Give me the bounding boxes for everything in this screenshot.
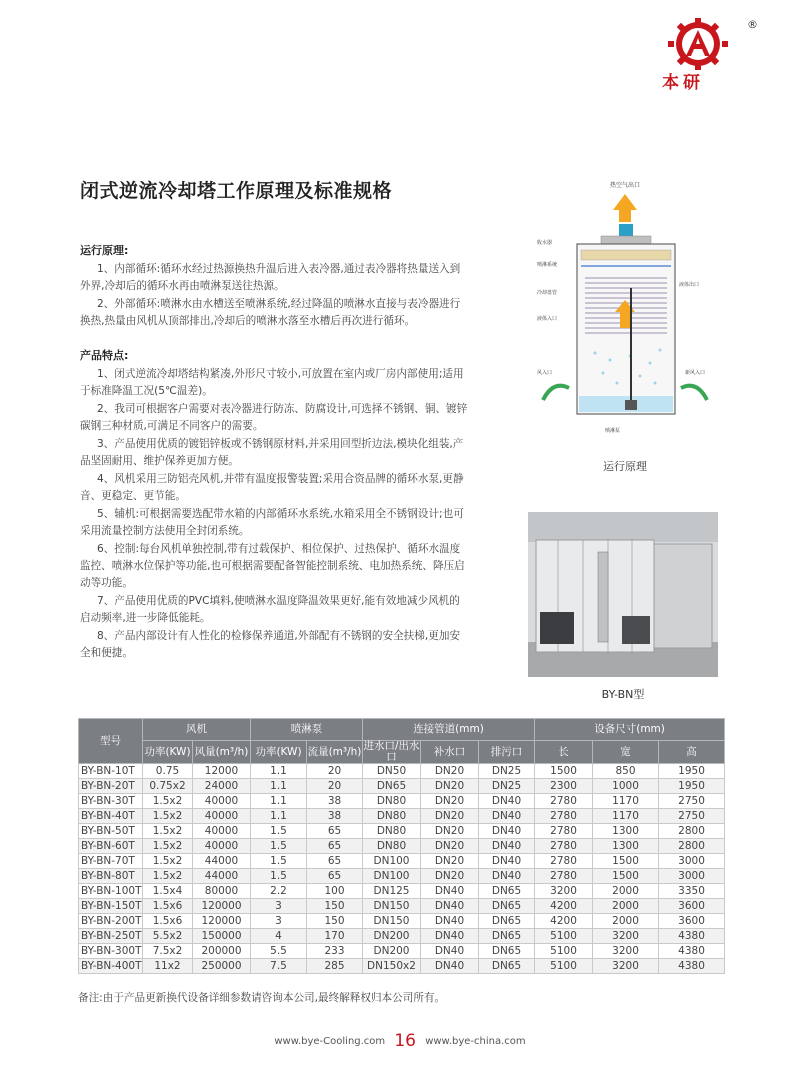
principle-paragraph: 2、外部循环:喷淋水由水槽送至喷淋系统,经过降温的喷淋水直接与表冷器进行换热,热量由风机从顶部排出,冷却后的喷淋水落至水槽后再次进行循环。 bbox=[80, 298, 461, 327]
table-cell: 3000 bbox=[659, 869, 725, 884]
table-cell: DN100 bbox=[363, 854, 421, 869]
table-cell: DN40 bbox=[421, 944, 479, 959]
feature-paragraph: 8、产品内部设计有人性化的检修保养通道,外部配有不锈钢的安全扶梯,更加安全和便捷。 bbox=[80, 630, 461, 659]
table-cell: DN40 bbox=[479, 839, 535, 854]
table-row bbox=[79, 944, 725, 959]
table-cell: 1500 bbox=[535, 764, 593, 779]
table-row bbox=[79, 824, 725, 839]
footnote: 备注:由于产品更新换代设备详细参数请咨询本公司,最终解释权归本公司所有。 bbox=[78, 992, 446, 1004]
subheader-cell: 长 bbox=[535, 741, 593, 764]
model-cell: BY-BN-200T bbox=[79, 914, 143, 929]
table-cell: 250000 bbox=[193, 959, 251, 974]
gear-logo-icon bbox=[666, 18, 730, 72]
table-cell: 3200 bbox=[593, 959, 659, 974]
table-cell: DN40 bbox=[421, 929, 479, 944]
table-cell: 5.5x2 bbox=[143, 929, 193, 944]
spray-pump-label: 喷淋泵 bbox=[605, 428, 621, 434]
model-cell: BY-BN-300T bbox=[79, 944, 143, 959]
table-cell: 3200 bbox=[593, 944, 659, 959]
table-cell: DN20 bbox=[421, 764, 479, 779]
table-cell: 1.1 bbox=[251, 794, 307, 809]
tower-casing bbox=[577, 244, 675, 414]
table-cell: 4380 bbox=[659, 959, 725, 974]
table-cell: 1.5 bbox=[251, 824, 307, 839]
table-cell: 1950 bbox=[659, 779, 725, 794]
table-cell: 2800 bbox=[659, 824, 725, 839]
table-cell: 2000 bbox=[593, 884, 659, 899]
table-cell: 2800 bbox=[659, 839, 725, 854]
table-cell: 80000 bbox=[193, 884, 251, 899]
subheader-cell: 排污口 bbox=[479, 741, 535, 764]
principle-heading: 运行原理: bbox=[80, 244, 129, 257]
table-row bbox=[79, 899, 725, 914]
subheader-cell: 进水口/出水口 bbox=[363, 740, 420, 763]
feature-paragraph: 5、辅机:可根据需要选配带水箱的内部循环水系统,水箱采用全不锈钢设计;也可采用流量控制方法使用全封闭系统。 bbox=[80, 508, 464, 537]
table-cell: DN20 bbox=[421, 839, 479, 854]
features-heading: 产品特点: bbox=[80, 349, 129, 362]
table-cell: 100 bbox=[307, 884, 363, 899]
diagram-caption: 运行原理 bbox=[603, 460, 647, 473]
table-cell: 65 bbox=[307, 839, 363, 854]
table-cell: 233 bbox=[307, 944, 363, 959]
table-row bbox=[79, 764, 725, 779]
operating-principle-section bbox=[80, 242, 470, 331]
subheader-cell: 流量(m³/h) bbox=[307, 741, 363, 764]
table-body bbox=[79, 764, 725, 974]
table-cell: 40000 bbox=[193, 824, 251, 839]
table-cell: 1.5x6 bbox=[143, 899, 193, 914]
table-cell: DN40 bbox=[479, 794, 535, 809]
table-cell: DN150x2 bbox=[363, 959, 421, 974]
table-cell: 11x2 bbox=[143, 959, 193, 974]
model-cell: BY-BN-150T bbox=[79, 899, 143, 914]
table-cell: DN40 bbox=[421, 884, 479, 899]
table-cell: DN40 bbox=[421, 959, 479, 974]
subheader-cell: 功率(KW) bbox=[251, 741, 307, 764]
table-cell: DN65 bbox=[479, 884, 535, 899]
table-cell: 1.5x6 bbox=[143, 914, 193, 929]
table-cell: 3200 bbox=[593, 929, 659, 944]
brand-name: 本研 bbox=[662, 73, 704, 93]
table-cell: 5100 bbox=[535, 944, 593, 959]
subheader-cell: 高 bbox=[659, 741, 725, 764]
table-row bbox=[79, 809, 725, 824]
table-cell: 0.75 bbox=[143, 764, 193, 779]
table-cell: 1.5x4 bbox=[143, 884, 193, 899]
table-cell: 2750 bbox=[659, 794, 725, 809]
table-cell: DN40 bbox=[421, 914, 479, 929]
table-cell: 7.5x2 bbox=[143, 944, 193, 959]
table-cell: 850 bbox=[593, 764, 659, 779]
table-cell: DN80 bbox=[363, 809, 421, 824]
table-cell: 2780 bbox=[535, 839, 593, 854]
table-cell: DN40 bbox=[479, 854, 535, 869]
table-cell: DN20 bbox=[421, 809, 479, 824]
table-cell: 1.5 bbox=[251, 854, 307, 869]
subheader-row bbox=[79, 741, 725, 764]
table-cell: DN80 bbox=[363, 824, 421, 839]
collector-label: 收水器 bbox=[537, 240, 553, 246]
model-cell: BY-BN-60T bbox=[79, 839, 143, 854]
table-cell: DN40 bbox=[479, 869, 535, 884]
model-cell: BY-BN-250T bbox=[79, 929, 143, 944]
table-cell: 4380 bbox=[659, 944, 725, 959]
table-cell: 40000 bbox=[193, 839, 251, 854]
table-cell: 3600 bbox=[659, 914, 725, 929]
table-cell: 170 bbox=[307, 929, 363, 944]
table-cell: 1170 bbox=[593, 809, 659, 824]
header-group-pipes: 连接管道(mm) bbox=[363, 719, 535, 741]
table-cell: DN20 bbox=[421, 779, 479, 794]
footer-website-left[interactable]: www.bye-Cooling.com bbox=[274, 1036, 386, 1047]
subheader-cell: 补水口 bbox=[421, 741, 479, 764]
table-cell: 1.1 bbox=[251, 809, 307, 824]
table-row bbox=[79, 854, 725, 869]
table-cell: DN20 bbox=[421, 794, 479, 809]
table-cell: 150 bbox=[307, 899, 363, 914]
principle-paragraph: 1、内部循环:循环水经过热源换热升温后进入表冷器,通过表冷器将热量送入到外界,冷却后的循环水再由喷淋泵送往热源。 bbox=[80, 263, 461, 292]
air-inlet-left-arrow-icon bbox=[543, 386, 569, 400]
table-row bbox=[79, 884, 725, 899]
table-cell: DN80 bbox=[363, 794, 421, 809]
table-cell: 4200 bbox=[535, 914, 593, 929]
table-cell: DN40 bbox=[421, 899, 479, 914]
air-inlet-right-label: 新风入口 bbox=[685, 370, 706, 376]
page-number: 16 bbox=[394, 1031, 416, 1051]
header-group-fan: 风机 bbox=[143, 719, 251, 741]
feature-paragraph: 3、产品使用优质的镀铝锌板或不锈钢原材料,并采用回型折边法,模块化组装,产品坚固耐用、维护保养更加方便。 bbox=[80, 438, 464, 467]
hot-air-outlet-label: 热空气出口 bbox=[609, 182, 641, 189]
table-cell: 200000 bbox=[193, 944, 251, 959]
table-cell: 1500 bbox=[593, 854, 659, 869]
table-cell: 120000 bbox=[193, 899, 251, 914]
table-cell: 1.5x2 bbox=[143, 824, 193, 839]
table-cell: 120000 bbox=[193, 914, 251, 929]
table-cell: DN20 bbox=[421, 824, 479, 839]
table-row bbox=[79, 914, 725, 929]
table-cell: 2780 bbox=[535, 869, 593, 884]
feature-paragraph: 1、闭式逆流冷却塔结构紧凑,外形尺寸较小,可放置在室内或厂房内部使用;适用于标准降温工况(5℃温差)。 bbox=[80, 368, 464, 397]
table-cell: 4200 bbox=[535, 899, 593, 914]
table-cell: DN65 bbox=[479, 929, 535, 944]
table-cell: 44000 bbox=[193, 854, 251, 869]
table-cell: 65 bbox=[307, 854, 363, 869]
feature-paragraph: 6、控制:每台风机单独控制,带有过载保护、相位保护、过热保护、循环水温度监控、喷淋水位保护等功能,也可根据需要配备智能控制系统、电加热系统、降压启动等功能。 bbox=[80, 543, 465, 589]
table-cell: DN40 bbox=[479, 824, 535, 839]
photo-caption: BY-BN型 bbox=[601, 688, 645, 701]
table-cell: 1.5x2 bbox=[143, 839, 193, 854]
feature-paragraph: 4、风机采用三防铝壳风机,并带有温度报警装置;采用合资品牌的循环水泵,更静音、更稳定、更节能。 bbox=[80, 473, 464, 502]
product-photo bbox=[528, 512, 718, 677]
table-cell: 0.75x2 bbox=[143, 779, 193, 794]
table-cell: 1170 bbox=[593, 794, 659, 809]
footer-website-right[interactable]: www.bye-china.com bbox=[425, 1036, 526, 1047]
table-cell: 3000 bbox=[659, 854, 725, 869]
table-row bbox=[79, 779, 725, 794]
coil-label: 冷却盘管 bbox=[537, 290, 558, 296]
air-inlet-left-label: 风入口 bbox=[537, 370, 553, 376]
table-cell: 65 bbox=[307, 824, 363, 839]
fluid-inlet-label: 液体入口 bbox=[537, 316, 558, 322]
table-cell: DN65 bbox=[479, 914, 535, 929]
table-cell: 40000 bbox=[193, 809, 251, 824]
table-cell: DN40 bbox=[479, 809, 535, 824]
drift-eliminator bbox=[581, 250, 671, 260]
feature-paragraph: 2、我司可根据客户需要对表冷器进行防冻、防腐设计,可选择不锈钢、铜、镀锌碳钢三种材质,可满足不同客户的需要。 bbox=[80, 403, 468, 432]
table-row bbox=[79, 839, 725, 854]
table-cell: 1300 bbox=[593, 824, 659, 839]
operating-principle-diagram bbox=[535, 178, 715, 448]
table-cell: 1.1 bbox=[251, 779, 307, 794]
table-cell: 65 bbox=[307, 869, 363, 884]
table-row bbox=[79, 794, 725, 809]
table-cell: 1300 bbox=[593, 839, 659, 854]
header-group-spray-pump: 喷淋泵 bbox=[251, 719, 363, 741]
table-cell: 3350 bbox=[659, 884, 725, 899]
page-footer bbox=[0, 1031, 800, 1051]
table-cell: DN200 bbox=[363, 944, 421, 959]
table-cell: 2780 bbox=[535, 824, 593, 839]
table-cell: 1.5x2 bbox=[143, 809, 193, 824]
table-cell: 150 bbox=[307, 914, 363, 929]
subheader-cell: 风量(m³/h) bbox=[193, 741, 251, 764]
table-cell: 3 bbox=[251, 899, 307, 914]
spray-pump-icon bbox=[625, 400, 637, 410]
table-cell: DN125 bbox=[363, 884, 421, 899]
table-cell: 38 bbox=[307, 809, 363, 824]
table-cell: 20 bbox=[307, 779, 363, 794]
table-cell: 1000 bbox=[593, 779, 659, 794]
feature-paragraph: 7、产品使用优质的PVC填料,使喷淋水温度降温效果更好,能有效地减少风机的启动频率,进一步降低能耗。 bbox=[80, 595, 460, 624]
table-cell: DN65 bbox=[479, 899, 535, 914]
header-model: 型号 bbox=[79, 719, 143, 764]
table-cell: 1.1 bbox=[251, 764, 307, 779]
table-cell: 1.5x2 bbox=[143, 794, 193, 809]
model-cell: BY-BN-100T bbox=[79, 884, 143, 899]
table-cell: 285 bbox=[307, 959, 363, 974]
table-cell: 1950 bbox=[659, 764, 725, 779]
model-cell: BY-BN-20T bbox=[79, 779, 143, 794]
model-cell: BY-BN-80T bbox=[79, 869, 143, 884]
table-cell: 1.5 bbox=[251, 839, 307, 854]
table-cell: 2780 bbox=[535, 809, 593, 824]
table-cell: DN20 bbox=[421, 854, 479, 869]
table-cell: 2780 bbox=[535, 794, 593, 809]
product-features-section bbox=[80, 347, 470, 663]
table-cell: 1500 bbox=[593, 869, 659, 884]
table-cell: DN200 bbox=[363, 929, 421, 944]
table-cell: 1.5x2 bbox=[143, 854, 193, 869]
table-cell: 7.5 bbox=[251, 959, 307, 974]
table-cell: DN65 bbox=[479, 944, 535, 959]
table-cell: 38 bbox=[307, 794, 363, 809]
table-cell: 12000 bbox=[193, 764, 251, 779]
page-title: 闭式逆流冷却塔工作原理及标准规格 bbox=[80, 180, 393, 202]
header-group-dimensions: 设备尺寸(mm) bbox=[535, 719, 725, 741]
subheader-cell: 宽 bbox=[593, 741, 659, 764]
hot-air-arrow-icon bbox=[613, 194, 637, 222]
table-cell: DN65 bbox=[479, 959, 535, 974]
table-cell: 3 bbox=[251, 914, 307, 929]
model-cell: BY-BN-50T bbox=[79, 824, 143, 839]
table-cell: 2.2 bbox=[251, 884, 307, 899]
table-row bbox=[79, 869, 725, 884]
table-cell: 1.5x2 bbox=[143, 869, 193, 884]
table-cell: DN50 bbox=[363, 764, 421, 779]
table-cell: 150000 bbox=[193, 929, 251, 944]
table-cell: DN150 bbox=[363, 899, 421, 914]
table-cell: 2000 bbox=[593, 899, 659, 914]
model-cell: BY-BN-70T bbox=[79, 854, 143, 869]
spec-table bbox=[78, 718, 725, 974]
table-cell: 44000 bbox=[193, 869, 251, 884]
table-cell: 2750 bbox=[659, 809, 725, 824]
table-cell: DN65 bbox=[363, 779, 421, 794]
table-cell: 5100 bbox=[535, 959, 593, 974]
table-row bbox=[79, 959, 725, 974]
table-cell: DN80 bbox=[363, 839, 421, 854]
table-cell: 4 bbox=[251, 929, 307, 944]
table-cell: 3600 bbox=[659, 899, 725, 914]
air-inlet-right-arrow-icon bbox=[681, 386, 707, 400]
table-cell: 2300 bbox=[535, 779, 593, 794]
table-cell: DN150 bbox=[363, 914, 421, 929]
fluid-outlet-label: 液体出口 bbox=[679, 282, 700, 288]
registered-mark: ® bbox=[747, 18, 758, 31]
table-cell: DN25 bbox=[479, 779, 535, 794]
table-cell: DN25 bbox=[479, 764, 535, 779]
spray-system-label: 喷淋系统 bbox=[537, 262, 558, 268]
model-cell: BY-BN-400T bbox=[79, 959, 143, 974]
table-row bbox=[79, 929, 725, 944]
table-cell: 2780 bbox=[535, 854, 593, 869]
brand-logo bbox=[648, 18, 758, 93]
table-cell: 5.5 bbox=[251, 944, 307, 959]
table-cell: DN100 bbox=[363, 869, 421, 884]
table-cell: 1.5 bbox=[251, 869, 307, 884]
table-cell: 24000 bbox=[193, 779, 251, 794]
model-cell: BY-BN-10T bbox=[79, 764, 143, 779]
table-cell: 2000 bbox=[593, 914, 659, 929]
table-cell: 40000 bbox=[193, 794, 251, 809]
table-cell: DN20 bbox=[421, 869, 479, 884]
table-cell: 5100 bbox=[535, 929, 593, 944]
model-cell: BY-BN-30T bbox=[79, 794, 143, 809]
model-cell: BY-BN-40T bbox=[79, 809, 143, 824]
table-cell: 4380 bbox=[659, 929, 725, 944]
subheader-cell: 功率(KW) bbox=[143, 741, 193, 764]
table-cell: 3200 bbox=[535, 884, 593, 899]
table-cell: 20 bbox=[307, 764, 363, 779]
